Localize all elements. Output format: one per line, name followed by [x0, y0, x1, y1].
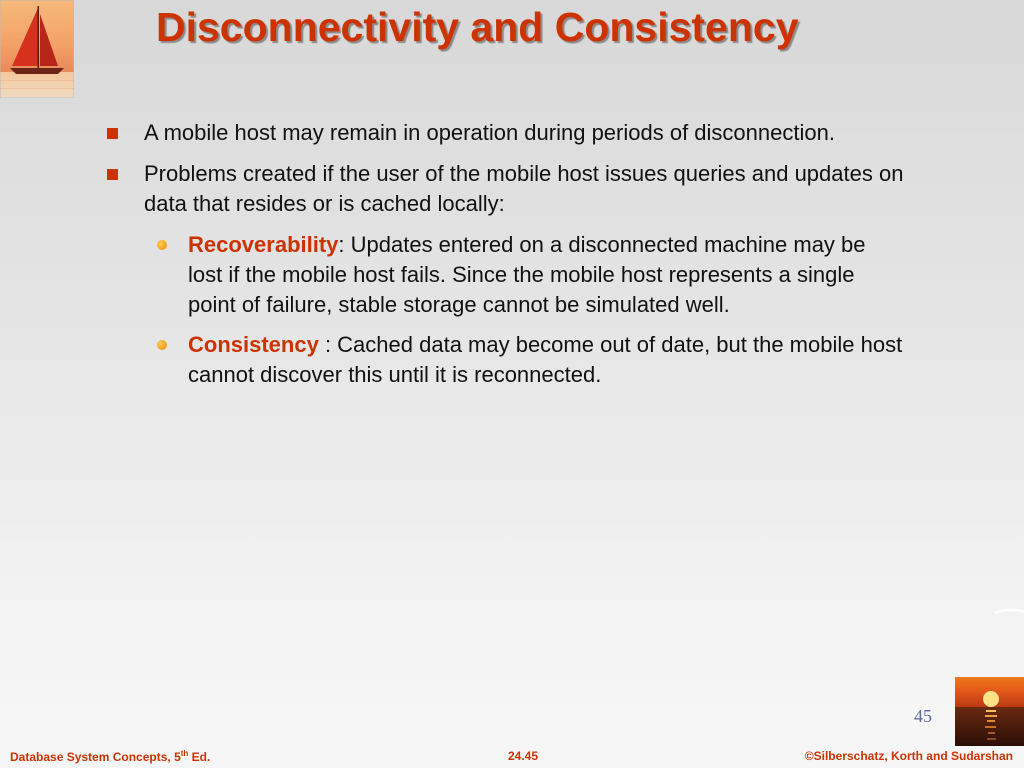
square-bullet-icon: [107, 128, 118, 139]
swoosh-decoration-icon: [994, 604, 1024, 618]
sunset-logo-icon: [955, 677, 1024, 746]
bullet-text: Problems created if the user of the mobile host issues queries and updates on data that resides or is cached locally:: [144, 161, 904, 216]
bullet-text: A mobile host may remain in operation during periods of disconnection.: [144, 120, 835, 145]
sub-bullet-term: Consistency: [188, 332, 319, 357]
footer-copyright: ©Silberschatz, Korth and Sudarshan: [804, 749, 1013, 763]
footer-book-title-text: Database System Concepts, 5: [10, 750, 181, 764]
dot-bullet-icon: [157, 240, 167, 250]
slide-footer: [0, 746, 1024, 768]
sailboat-logo-icon: [0, 0, 74, 98]
page-number: 45: [914, 706, 932, 726]
footer-book-title-suffix: Ed.: [188, 750, 211, 764]
square-bullet-icon: [107, 169, 118, 180]
footer-book-title: [10, 749, 210, 764]
dot-bullet-icon: [157, 340, 167, 350]
slide-title: Disconnectivity and Consistency: [156, 4, 799, 50]
sub-bullet-text: : Updates entered on a disconnected machine may be lost if the mobile host fails. Since the mobile host represents a single point of failure, stable storage cannot be simulated well.: [188, 232, 866, 317]
sub-bullet-item: [104, 230, 904, 320]
footer-slide-id: 24.45: [508, 749, 539, 763]
slide-body: [104, 118, 904, 400]
sub-bullet-item: [104, 330, 904, 390]
bullet-item: [104, 159, 904, 219]
sub-bullet-text: : Cached data may become out of date, but the mobile host cannot discover this until it is reconnected.: [188, 332, 903, 387]
footer-book-title-sup: th: [180, 749, 189, 758]
bullet-item: [104, 118, 904, 148]
sub-bullet-term: Recoverability: [188, 232, 339, 257]
